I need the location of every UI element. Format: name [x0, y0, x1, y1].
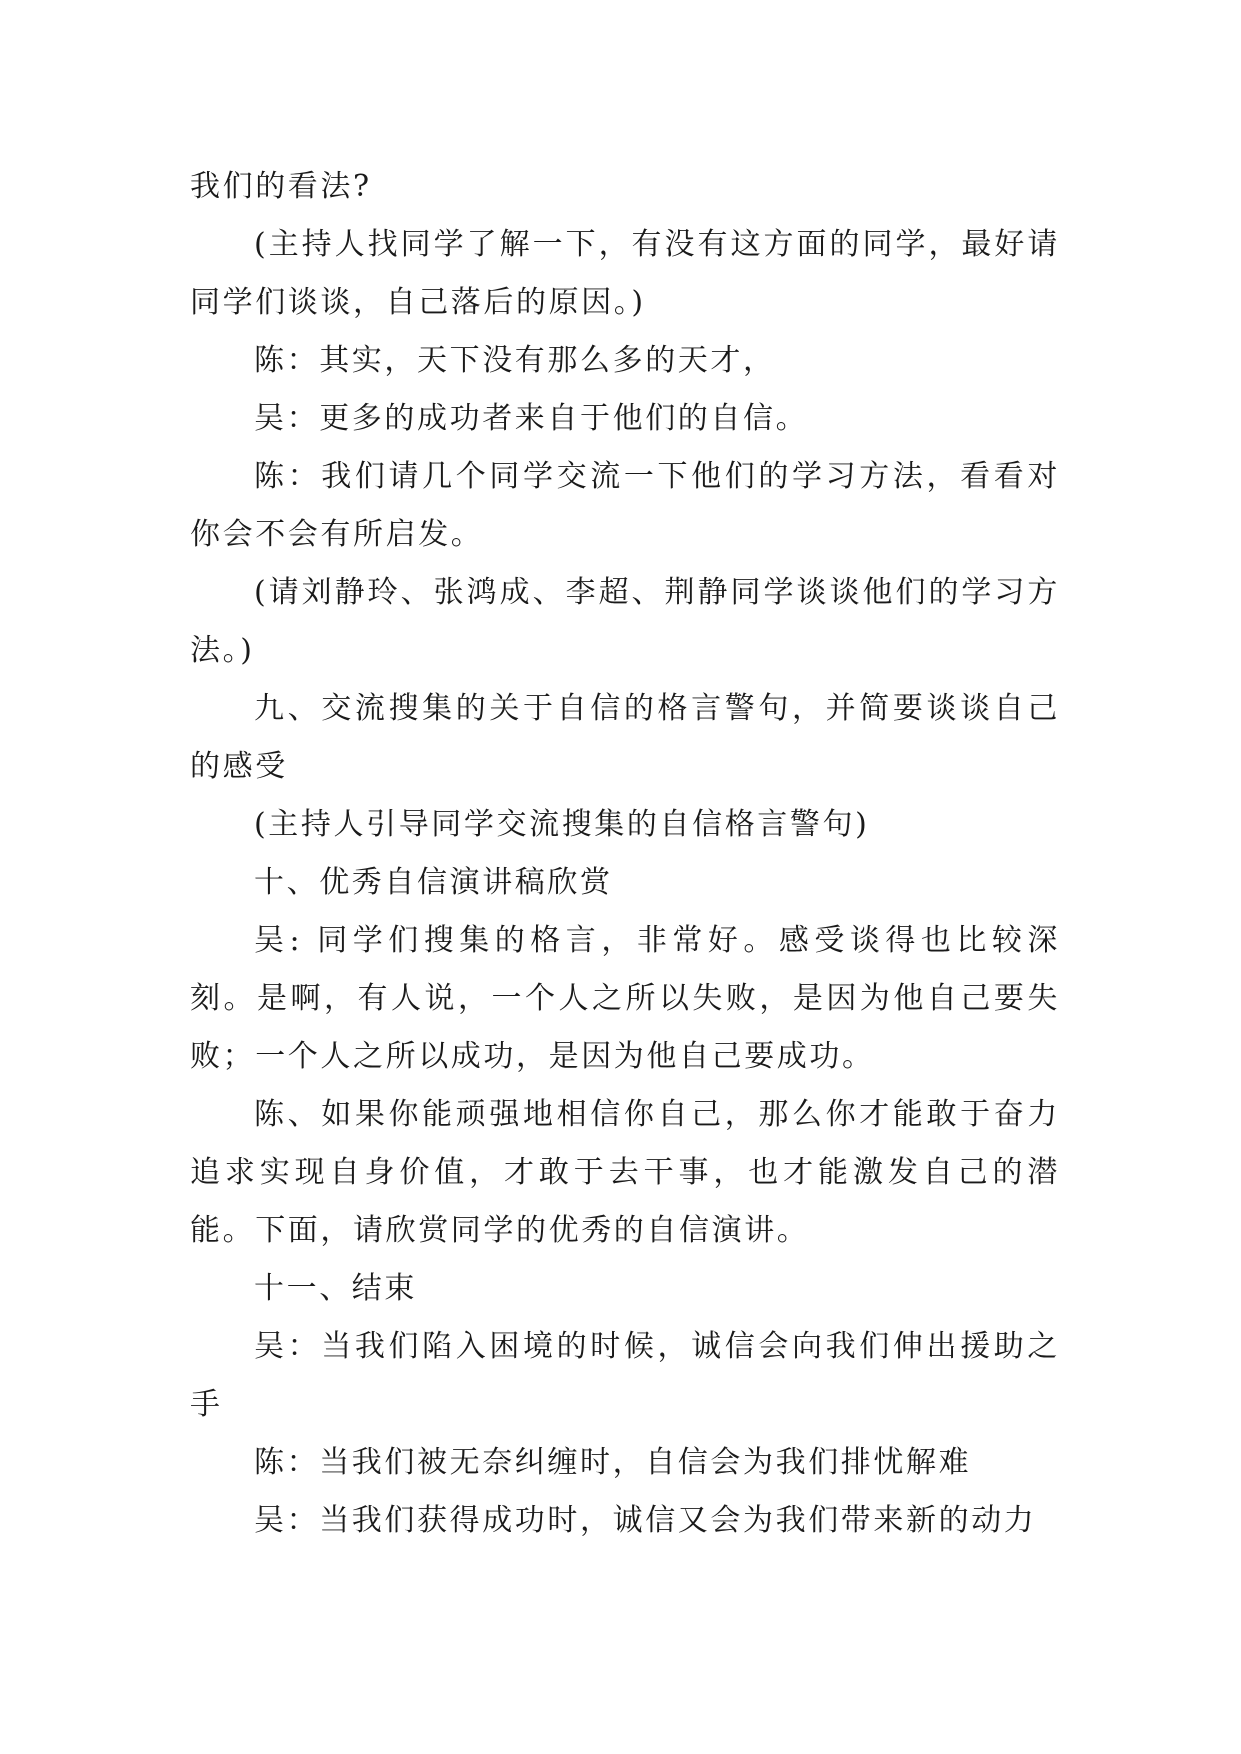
paragraph-4: 吴：更多的成功者来自于他们的自信。 [254, 401, 809, 436]
section-heading-9: 九、交流搜集的关于自信的格言警句，并简要谈谈自己的感受 [190, 691, 1060, 784]
paragraph-14: 陈：当我们被无奈纠缠时，自信会为我们排忧解难 [254, 1445, 972, 1480]
document-body [190, 158, 1060, 1550]
section-heading-11: 十一、结束 [254, 1271, 417, 1306]
section-heading-10: 十、优秀自信演讲稿欣赏 [254, 865, 613, 900]
paragraph-3: 陈：其实，天下没有那么多的天才， [254, 343, 776, 378]
paragraph-11: 陈、如果你能顽强地相信你自己，那么你才能敢于奋力追求实现自身价值，才敢于去干事，也才能激发自己的潜能。下面，请欣赏同学的优秀的自信演讲。 [190, 1097, 1060, 1248]
paragraph-2: (主持人找同学了解一下，有没有这方面的同学，最好请同学们谈谈，自己落后的原因。) [190, 227, 1060, 320]
paragraph-1: 我们的看法? [190, 169, 372, 204]
paragraph-5: 陈：我们请几个同学交流一下他们的学习方法，看看对你会不会有所启发。 [190, 459, 1060, 552]
paragraph-10: 吴: 同学们搜集的格言，非常好。感受谈得也比较深刻。是啊，有人说，一个人之所以失败，是因为他自己要失败；一个人之所以成功，是因为他自己要成功。 [190, 923, 1060, 1074]
paragraph-13: 吴：当我们陷入困境的时候，诚信会向我们伸出援助之手 [190, 1329, 1060, 1422]
paragraph-15: 吴：当我们获得成功时，诚信又会为我们带来新的动力 [254, 1503, 1037, 1538]
paragraph-8: (主持人引导同学交流搜集的自信格言警句) [254, 807, 870, 842]
paragraph-6: (请刘静玲、张鸿成、李超、荆静同学谈谈他们的学习方法。) [190, 575, 1060, 668]
